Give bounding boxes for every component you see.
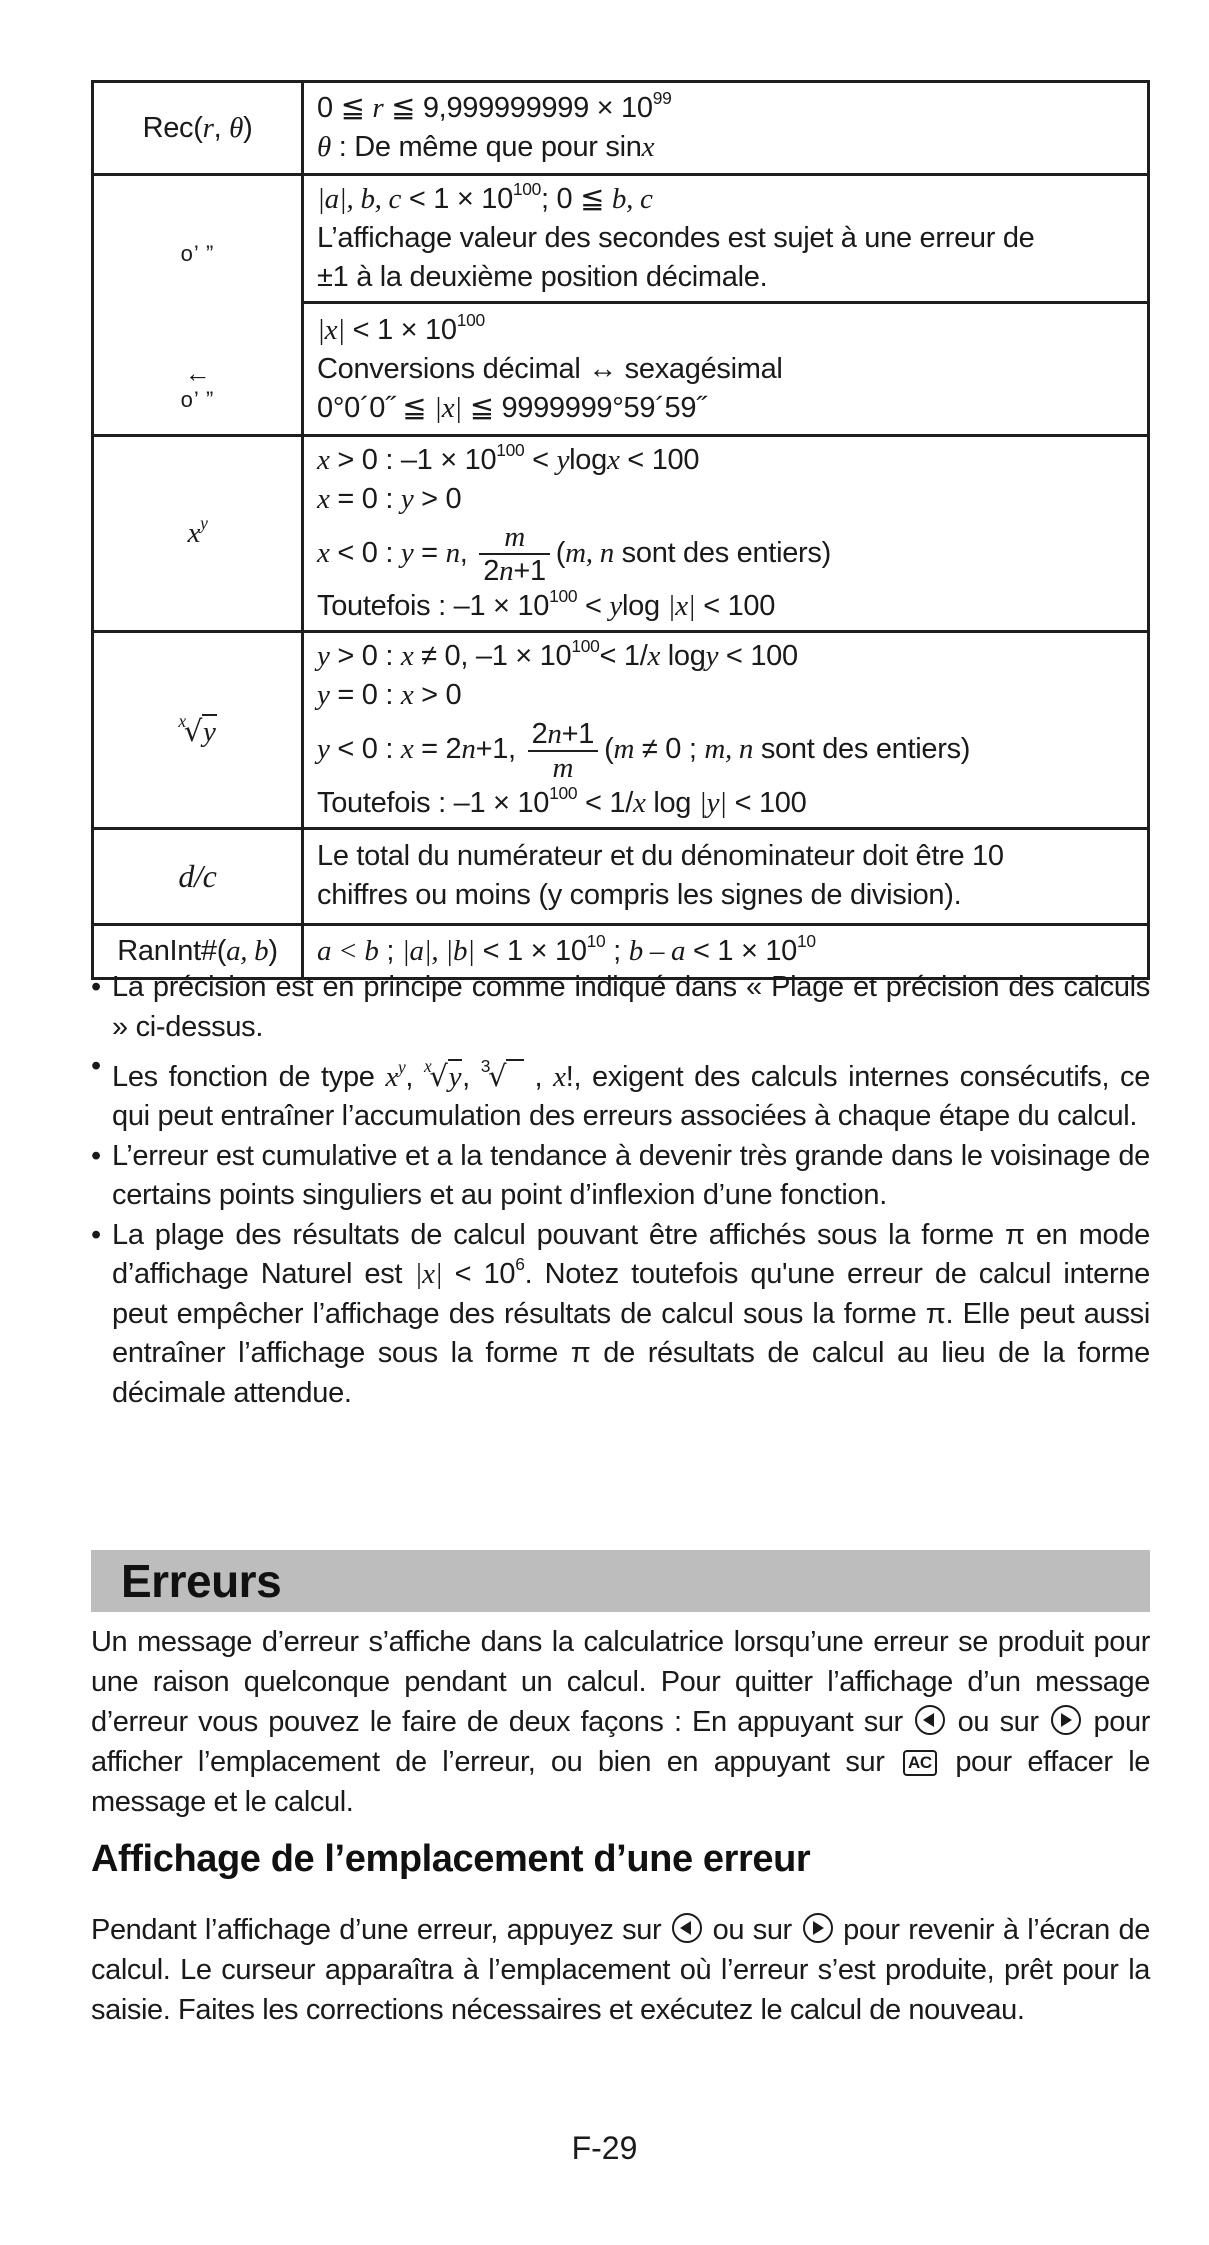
t: 2 [531, 717, 548, 750]
var: b – a [628, 934, 686, 967]
t: , [405, 1060, 424, 1093]
exponent: y [398, 1056, 406, 1077]
range-line [317, 480, 1147, 519]
t: ( [555, 537, 566, 569]
var: x [641, 131, 655, 163]
var: |x| [667, 590, 696, 623]
t: > 0 [413, 483, 462, 515]
t: Un message d’erreur s’affiche dans la calculatrice lorsqu’une erreur se produit pour une raison quelconque pendant un calcul. Pour quitter l’affichage d’un message d’erreur vous pouvez le faire de deux façons : En appuyant sur [91, 1626, 1150, 1738]
t: ou sur [947, 1706, 1050, 1738]
range-line [317, 180, 1147, 219]
range-cell-dms [303, 175, 1149, 303]
label-var: x [187, 517, 201, 550]
label-var: a, b [226, 934, 269, 967]
subsection-title: Affichage de l’emplacement d’une erreur [91, 1838, 811, 1880]
var: a < b [317, 934, 379, 967]
fraction-numerator [528, 718, 599, 752]
range-line [317, 89, 1147, 128]
note-item: • La précision est en principe comme indiqué dans « Plage et précision des calculs » ci-dessus. [91, 968, 1150, 1047]
left-arrow-key-icon [672, 1913, 702, 1943]
range-line: Conversions décimal ↔ sexagésimal [317, 352, 783, 385]
t: < 0 : [329, 733, 401, 766]
t: ou sur [703, 1914, 801, 1946]
exponent: 6 [515, 1254, 525, 1275]
exponent: 100 [549, 586, 578, 607]
root-index: x [178, 711, 186, 732]
var: m [613, 733, 635, 766]
var: x [632, 786, 646, 819]
range-line [317, 441, 1147, 480]
range-line [317, 932, 1147, 971]
label-text: RanInt#( [117, 934, 227, 967]
fraction [528, 718, 599, 784]
var: n [445, 537, 460, 569]
xth-root-symbol [424, 1047, 462, 1097]
fraction-denominator: m [552, 751, 574, 784]
t: ≦ 9,999999999 × 10 [383, 92, 653, 124]
range-line [317, 587, 1147, 626]
var: b, c [611, 183, 653, 215]
var: x [400, 733, 414, 766]
left-arrow-key-icon [915, 1705, 945, 1735]
t: > 0 : –1 × 10 [329, 444, 497, 476]
t: sont des entiers) [753, 733, 971, 766]
range-line: chiffres ou moins (y compris les signes de division). [317, 879, 962, 912]
t: < [524, 444, 557, 476]
range-line [317, 389, 1147, 428]
var: y [400, 483, 414, 515]
label-text: , [213, 111, 230, 144]
t: +1, [475, 733, 524, 766]
t: : De même que pour sin [330, 131, 642, 163]
table-row-power [93, 436, 1149, 632]
label-text: ) [243, 111, 253, 144]
exponent: 100 [512, 178, 542, 199]
t: pour afficher l’emplacement de l’erreur, ou bien en appuyant sur [91, 1706, 1150, 1778]
range-cell-root [303, 632, 1149, 828]
var: n [499, 555, 514, 588]
function-cell-dms [93, 175, 303, 436]
t: 0°0´0˝ ≦ [317, 391, 435, 424]
t: ≦ 9999999°59´59˝ [461, 391, 706, 424]
ac-key-icon: AC [903, 1750, 937, 1776]
t: > 0 [413, 679, 462, 712]
radical-icon: √ [429, 1058, 448, 1093]
label-var: r [202, 111, 214, 144]
note-item [91, 1047, 1150, 1137]
t: ; 0 ≦ [541, 183, 612, 215]
exponent: 100 [571, 636, 600, 657]
range-line [317, 784, 1147, 823]
exponent: 100 [456, 309, 485, 330]
fraction [479, 521, 550, 587]
t: , [462, 1060, 481, 1093]
page-number: F-29 [571, 2130, 638, 2166]
var: x [400, 640, 414, 673]
t: < 100 [695, 590, 776, 623]
section-title: Erreurs [121, 1555, 282, 1607]
table-row-root [93, 632, 1149, 828]
function-cell-fraction: d/c [93, 828, 303, 924]
var: |a|, b, c [317, 183, 402, 215]
radical-icon: √ [488, 1058, 507, 1093]
t: Toutefois : –1 × 10 [317, 786, 550, 819]
range-cell-rec [303, 82, 1149, 175]
note-item [91, 1216, 1150, 1414]
t: = [413, 537, 446, 569]
var: n [461, 733, 476, 766]
t: . Notez toutefois qu'une erreur de calcul interne peut empêcher l’affichage des résultats de calcul sous la forme π. Elle peut aussi entraîner l’affichage sous la forme π de résultats de calcul au lieu de la forme décimale attendue. [112, 1258, 1151, 1409]
exponent: 10 [797, 930, 816, 951]
table-row-dms [93, 175, 1149, 303]
range-cell-power [303, 436, 1149, 632]
range-cell-dms-conversion [303, 303, 1149, 436]
range-line: L’affichage valeur des secondes est sujet à une erreur de [317, 222, 1035, 254]
var: y [400, 537, 414, 569]
xth-root-symbol [178, 711, 216, 749]
t: pour revenir à l’écran de calcul. Le curseur apparaîtra à l’emplacement où l’erreur s’est produite, prêt pour la saisie. Faites les corrections nécessaires et exécutez le calcul de nouveau. [91, 1914, 1151, 2026]
t: < [577, 590, 610, 623]
t: +1 [513, 555, 546, 588]
range-cell-fraction [303, 828, 1149, 924]
t: log [645, 786, 699, 819]
range-line [317, 128, 1147, 167]
t: ≠ 0, –1 × 10 [413, 640, 572, 673]
var: θ [317, 131, 331, 163]
var: x [317, 483, 330, 515]
var: y [556, 444, 570, 476]
var: |a|, |b| [401, 934, 475, 967]
radicand-empty [506, 1059, 524, 1093]
var: x [553, 1060, 566, 1093]
note-item: • L’erreur est cumulative et a la tendance à devenir très grande dans le voisinage de certains points singuliers et au point d’inflexion d’une fonction. [91, 1137, 1150, 1216]
var: x [647, 640, 661, 673]
arrow-left-icon: ← [184, 358, 211, 388]
var: m, n [704, 733, 754, 766]
exponent: y [200, 513, 208, 534]
var: x [606, 444, 620, 476]
t: < 1 × 10 [401, 183, 513, 215]
var: y [317, 640, 330, 673]
range-line: Le total du numérateur et du dénominateur doit être 10 [317, 840, 1004, 873]
right-arrow-key-icon [1051, 1705, 1081, 1735]
errors-intro-paragraph [91, 1622, 1150, 1822]
dms-symbol: o’ ” [180, 241, 215, 266]
var: y [317, 733, 330, 766]
t: < 1 × 10 [474, 934, 587, 967]
var: n [547, 717, 562, 750]
exponent: 99 [652, 87, 672, 108]
t: < 1/ [577, 786, 633, 819]
var: r [372, 92, 384, 124]
table-row-fraction [93, 828, 1149, 924]
var: m, n [565, 537, 614, 569]
radical-icon: √ [183, 713, 203, 748]
t: < 100 [718, 640, 798, 673]
range-line [317, 519, 1147, 587]
function-cell-power [93, 436, 303, 632]
t: < 1 × 10 [685, 934, 797, 967]
function-cell-root [93, 632, 303, 828]
range-line [317, 676, 1147, 715]
range-line [317, 311, 1147, 350]
fraction-denominator [479, 555, 550, 587]
radicand: y [203, 715, 216, 748]
t: 2 [483, 555, 500, 588]
exponent: 100 [549, 782, 578, 803]
range-line: ±1 à la deuxième position décimale. [317, 261, 768, 293]
var: x [317, 537, 330, 569]
var: x [317, 444, 330, 476]
t: < 1/ [599, 640, 648, 673]
var: |x| [317, 313, 345, 346]
t: = 0 : [329, 679, 401, 712]
label-text: Rec( [142, 111, 203, 144]
label-text: ) [268, 934, 278, 967]
fraction-numerator: m [479, 521, 550, 555]
table-row-rec [93, 82, 1149, 175]
label-var: θ [229, 111, 244, 144]
notes-list [91, 968, 1150, 1413]
var: |x| [434, 391, 462, 424]
root-index: x [423, 1056, 432, 1076]
error-location-paragraph [91, 1910, 1150, 2030]
section-header-errors [91, 1550, 1150, 1612]
cube-root-symbol [481, 1047, 524, 1097]
t: !, exigent des calculs internes consécutifs, ce qui peut entraîner l’accumulation des erreurs associées à chaque étape du calcul. [112, 1060, 1151, 1133]
t: < 10 [442, 1258, 516, 1291]
root-index: 3 [480, 1056, 491, 1076]
var: |y| [698, 786, 727, 819]
exponent: 100 [496, 439, 525, 460]
t: , [523, 1060, 554, 1093]
t: ( [604, 733, 614, 766]
t: ; [378, 934, 402, 967]
exponent: 10 [586, 930, 606, 951]
t: < 0 : [329, 537, 401, 569]
var: y [609, 590, 622, 623]
t: Pendant l’affichage d’une erreur, appuyez sur [91, 1914, 670, 1946]
t: > 0 : [329, 640, 401, 673]
t: < 1 × 10 [344, 313, 457, 346]
var: x [385, 1060, 398, 1093]
t: = 2 [413, 733, 462, 766]
t: log [660, 640, 706, 673]
t: ; [605, 934, 629, 967]
var: y [317, 679, 330, 712]
right-arrow-key-icon [803, 1913, 833, 1943]
radicand: y [448, 1060, 462, 1093]
var: y [705, 640, 719, 673]
dms-label-wrap [94, 236, 301, 269]
t: pour effacer le message et le calcul. [91, 1746, 1150, 1818]
range-line [317, 637, 1147, 676]
t: Toutefois : –1 × 10 [317, 590, 550, 623]
t: , [459, 537, 476, 569]
t: log [621, 590, 668, 623]
t: < 100 [619, 444, 700, 476]
t: +1 [561, 717, 595, 750]
t: Les fonction de type [112, 1060, 386, 1093]
dms-symbol: o’ ” [180, 387, 215, 412]
t: 0 ≦ [317, 92, 373, 124]
dms-arrow-label-wrap [94, 358, 301, 415]
var: x [400, 679, 414, 712]
function-cell-rec [93, 82, 303, 175]
t: log [569, 444, 607, 476]
calculation-range-table [91, 80, 1150, 980]
t: sont des entiers) [613, 537, 831, 569]
var: |x| [414, 1258, 443, 1291]
t: ≠ 0 ; [634, 733, 705, 766]
t: La plage des résultats de calcul pouvant être affichés sous la forme π en mode d’affichage Naturel est [112, 1218, 1150, 1291]
t: < 100 [726, 786, 807, 819]
t: = 0 : [329, 483, 401, 515]
range-line [317, 715, 1147, 783]
